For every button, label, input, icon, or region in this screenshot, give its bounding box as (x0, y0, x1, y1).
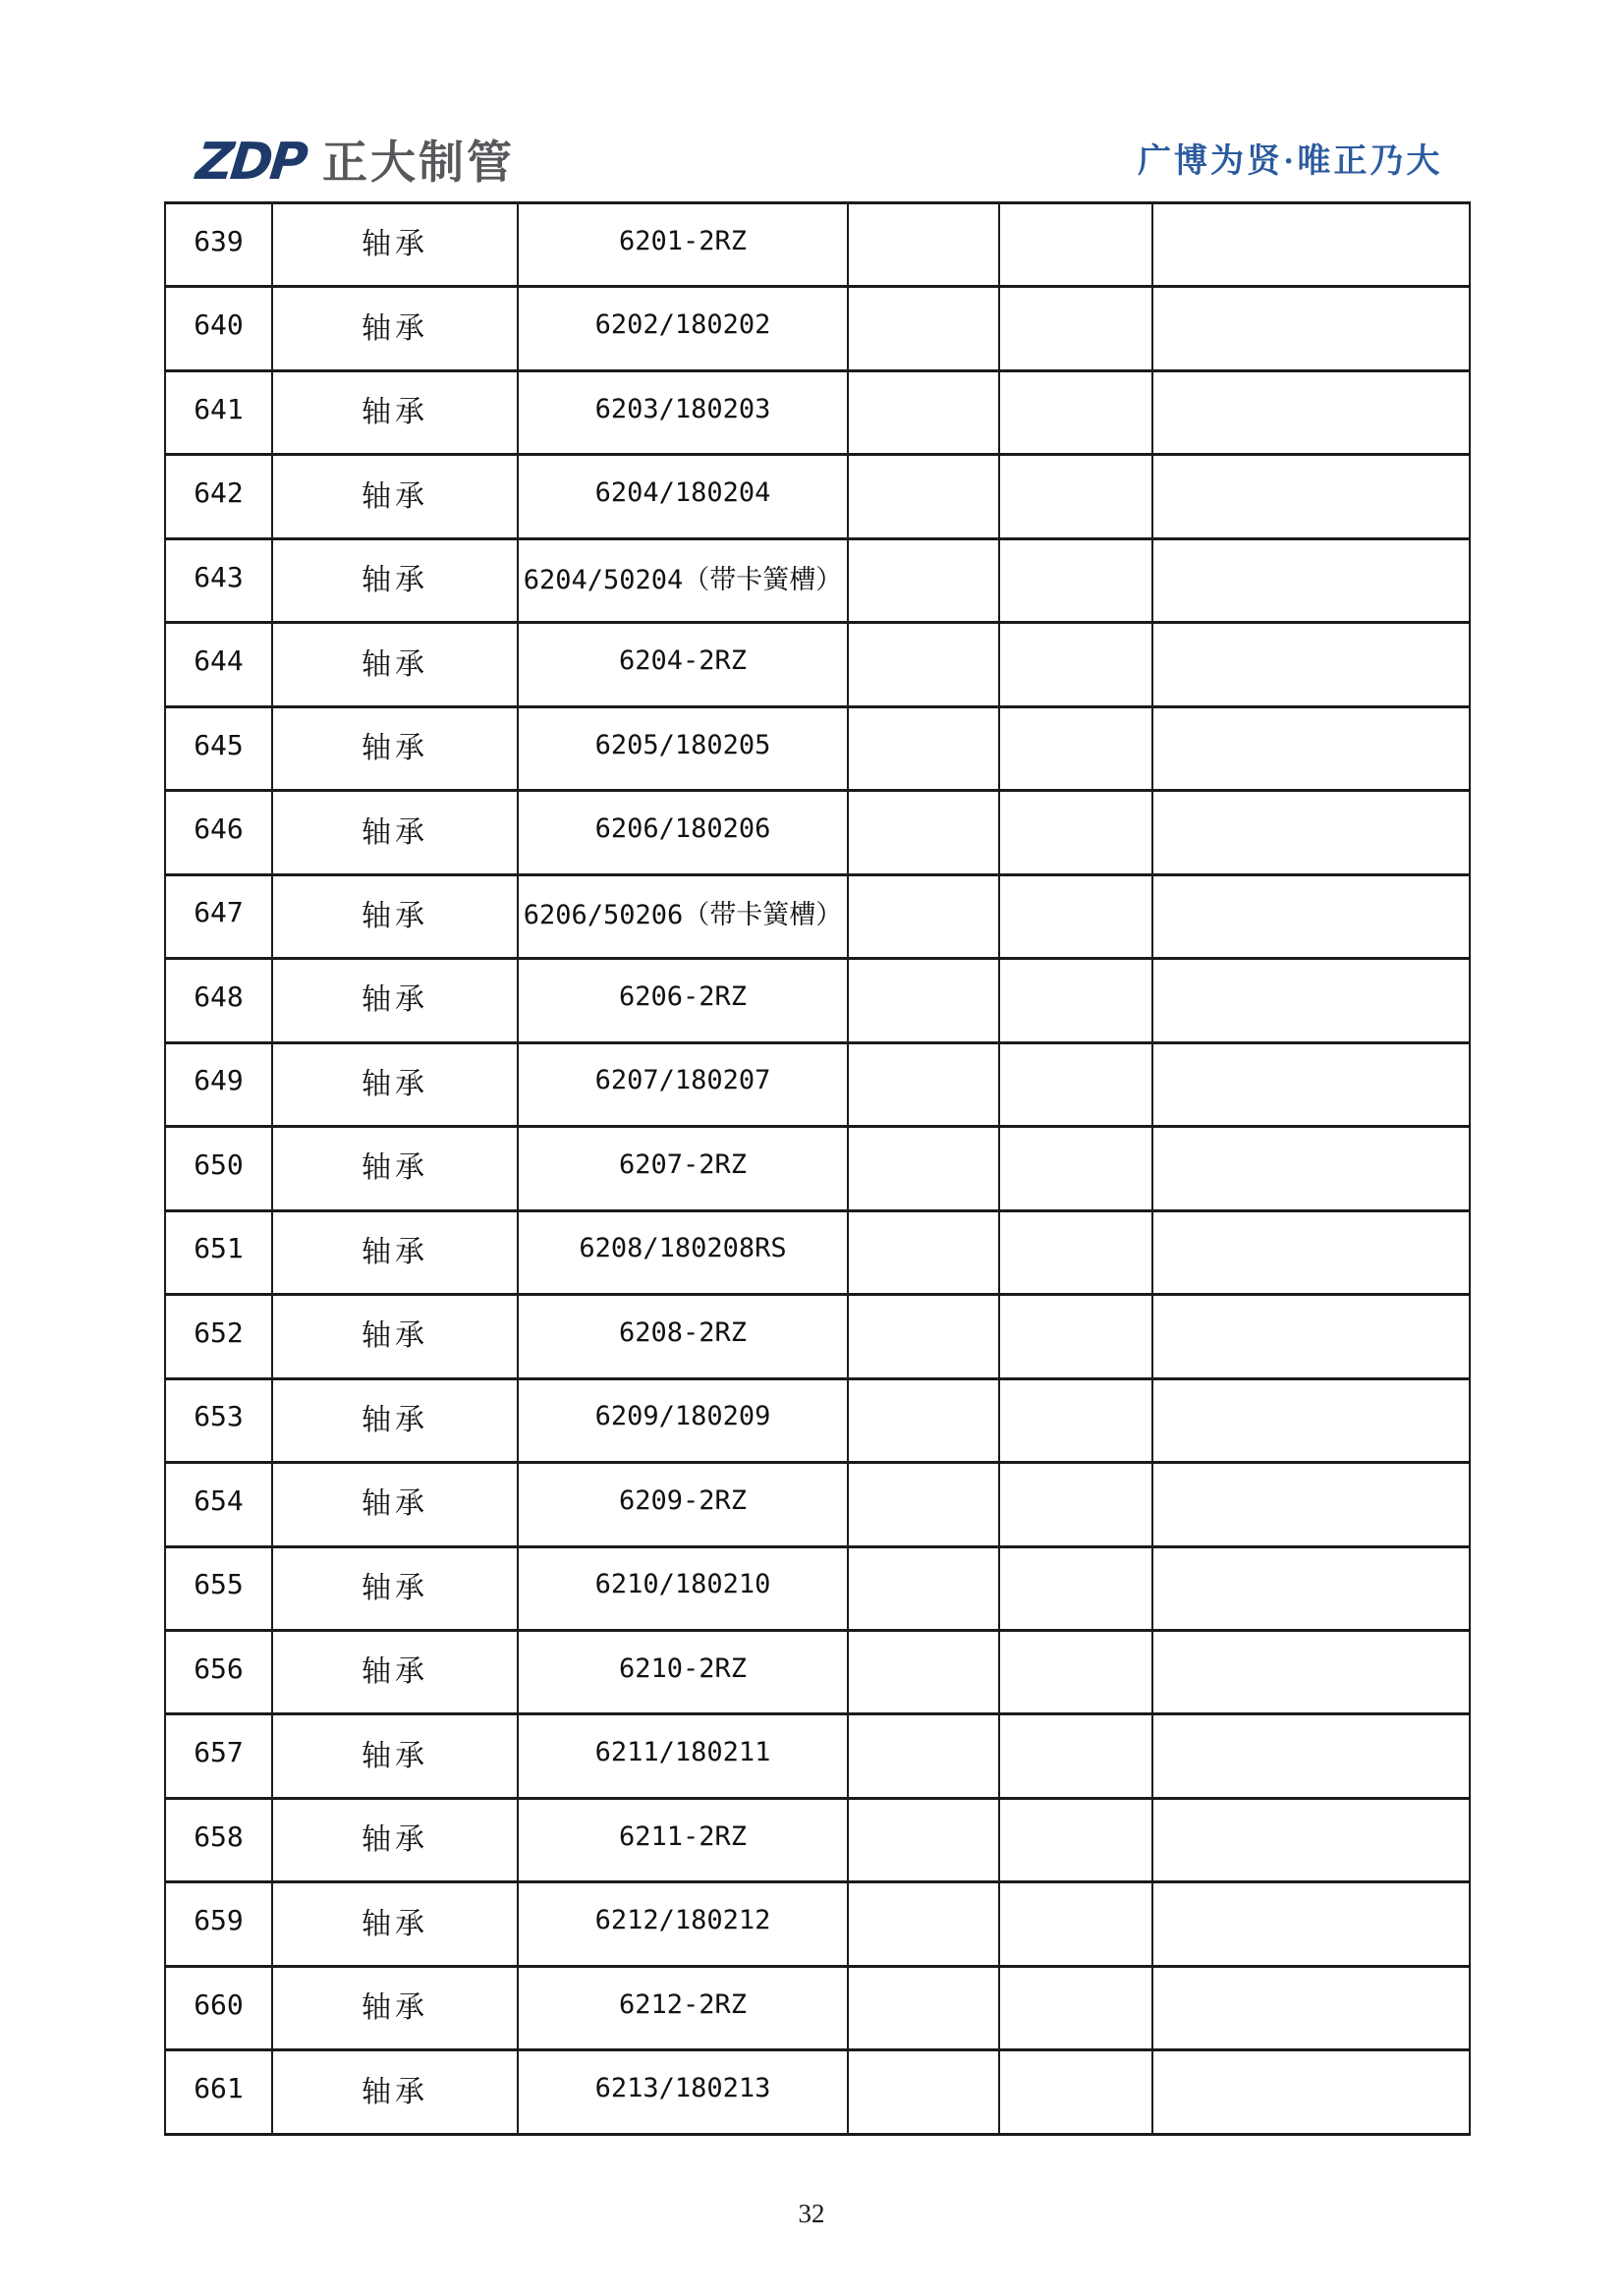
empty-cell (848, 1798, 999, 1881)
parts-table (164, 201, 1471, 2136)
row-number-cell: 654 (165, 1463, 272, 1546)
table-row (165, 623, 1470, 706)
row-number-cell: 646 (165, 791, 272, 874)
empty-cell (848, 455, 999, 538)
part-name-cell: 轴承 (272, 623, 518, 706)
empty-cell (1152, 2050, 1470, 2135)
table-row (165, 455, 1470, 538)
table-row (165, 1210, 1470, 1294)
table-row (165, 1463, 1470, 1546)
row-number-cell: 645 (165, 706, 272, 790)
empty-cell (1152, 455, 1470, 538)
empty-cell (848, 1630, 999, 1713)
row-number-cell: 661 (165, 2050, 272, 2135)
row-number-cell: 643 (165, 538, 272, 622)
empty-cell (1152, 1042, 1470, 1126)
empty-cell (999, 1378, 1152, 1462)
spec-cell: 6201-2RZ (518, 203, 848, 287)
row-number-cell: 653 (165, 1378, 272, 1462)
part-name-cell: 轴承 (272, 1630, 518, 1713)
table-row (165, 1378, 1470, 1462)
spec-cell: 6210/180210 (518, 1546, 848, 1630)
part-name-cell: 轴承 (272, 1546, 518, 1630)
empty-cell (1152, 1295, 1470, 1378)
empty-cell (1152, 1463, 1470, 1546)
spec-cell: 6204/50204（带卡簧槽） (518, 538, 848, 622)
empty-cell (999, 706, 1152, 790)
row-number-cell: 642 (165, 455, 272, 538)
row-number-cell: 641 (165, 370, 272, 454)
spec-cell: 6211-2RZ (518, 1798, 848, 1881)
row-number-cell: 657 (165, 1714, 272, 1798)
empty-cell (848, 1463, 999, 1546)
table-row (165, 287, 1470, 370)
empty-cell (1152, 1378, 1470, 1462)
spec-cell: 6213/180213 (518, 2050, 848, 2135)
page-number: 32 (798, 2199, 825, 2228)
empty-cell (848, 287, 999, 370)
empty-cell (1152, 1798, 1470, 1881)
empty-cell (848, 1210, 999, 1294)
part-name-cell: 轴承 (272, 1127, 518, 1210)
empty-cell (1152, 203, 1470, 287)
empty-cell (848, 370, 999, 454)
spec-cell: 6204/180204 (518, 455, 848, 538)
empty-cell (1152, 791, 1470, 874)
empty-cell (999, 203, 1152, 287)
empty-cell (999, 1882, 1152, 1966)
table-row (165, 959, 1470, 1042)
empty-cell (999, 370, 1152, 454)
spec-cell: 6206/180206 (518, 791, 848, 874)
part-name-cell: 轴承 (272, 1798, 518, 1881)
empty-cell (999, 1295, 1152, 1378)
spec-cell: 6207/180207 (518, 1042, 848, 1126)
part-name-cell: 轴承 (272, 1882, 518, 1966)
empty-cell (1152, 1546, 1470, 1630)
part-name-cell: 轴承 (272, 2050, 518, 2135)
row-number-cell: 640 (165, 287, 272, 370)
spec-cell: 6210-2RZ (518, 1630, 848, 1713)
empty-cell (848, 2050, 999, 2135)
empty-cell (1152, 1210, 1470, 1294)
empty-cell (999, 1546, 1152, 1630)
table-row (165, 1042, 1470, 1126)
empty-cell (1152, 1966, 1470, 2049)
empty-cell (999, 455, 1152, 538)
spec-cell: 6206-2RZ (518, 959, 848, 1042)
empty-cell (848, 1042, 999, 1126)
empty-cell (848, 874, 999, 958)
spec-cell: 6205/180205 (518, 706, 848, 790)
part-name-cell: 轴承 (272, 1966, 518, 2049)
empty-cell (999, 874, 1152, 958)
spec-cell: 6206/50206（带卡簧槽） (518, 874, 848, 958)
company-logo (193, 133, 515, 192)
empty-cell (848, 623, 999, 706)
part-name-cell: 轴承 (272, 959, 518, 1042)
part-name-cell: 轴承 (272, 455, 518, 538)
part-name-cell: 轴承 (272, 706, 518, 790)
table-row (165, 706, 1470, 790)
empty-cell (999, 1630, 1152, 1713)
empty-cell (1152, 1714, 1470, 1798)
empty-cell (848, 203, 999, 287)
empty-cell (1152, 1630, 1470, 1713)
row-number-cell: 655 (165, 1546, 272, 1630)
part-name-cell: 轴承 (272, 1042, 518, 1126)
part-name-cell: 轴承 (272, 1378, 518, 1462)
empty-cell (848, 1966, 999, 2049)
empty-cell (999, 2050, 1152, 2135)
table-row (165, 1127, 1470, 1210)
empty-cell (848, 1546, 999, 1630)
spec-cell: 6207-2RZ (518, 1127, 848, 1210)
empty-cell (848, 1882, 999, 1966)
part-name-cell: 轴承 (272, 287, 518, 370)
spec-cell: 6208/180208RS (518, 1210, 848, 1294)
empty-cell (999, 623, 1152, 706)
spec-cell: 6212-2RZ (518, 1966, 848, 2049)
empty-cell (848, 1295, 999, 1378)
empty-cell (999, 1966, 1152, 2049)
empty-cell (1152, 874, 1470, 958)
table-row (165, 1798, 1470, 1881)
spec-cell: 6202/180202 (518, 287, 848, 370)
empty-cell (1152, 538, 1470, 622)
table-row (165, 1714, 1470, 1798)
empty-cell (848, 1127, 999, 1210)
table-row (165, 2050, 1470, 2135)
part-name-cell: 轴承 (272, 370, 518, 454)
row-number-cell: 656 (165, 1630, 272, 1713)
row-number-cell: 660 (165, 1966, 272, 2049)
company-slogan: 广博为贤·唯正乃大 (1138, 143, 1443, 180)
row-number-cell: 651 (165, 1210, 272, 1294)
table-row (165, 1546, 1470, 1630)
empty-cell (848, 1378, 999, 1462)
row-number-cell: 644 (165, 623, 272, 706)
row-number-cell: 659 (165, 1882, 272, 1966)
empty-cell (1152, 959, 1470, 1042)
row-number-cell: 652 (165, 1295, 272, 1378)
part-name-cell: 轴承 (272, 791, 518, 874)
empty-cell (1152, 1882, 1470, 1966)
row-number-cell: 649 (165, 1042, 272, 1126)
part-name-cell: 轴承 (272, 1714, 518, 1798)
table-row (165, 791, 1470, 874)
empty-cell (848, 1714, 999, 1798)
empty-cell (999, 1127, 1152, 1210)
empty-cell (1152, 706, 1470, 790)
part-name-cell: 轴承 (272, 1295, 518, 1378)
empty-cell (999, 1714, 1152, 1798)
part-name-cell: 轴承 (272, 1463, 518, 1546)
empty-cell (1152, 1127, 1470, 1210)
empty-cell (999, 1798, 1152, 1881)
empty-cell (848, 791, 999, 874)
table-row (165, 370, 1470, 454)
table-row (165, 1630, 1470, 1713)
empty-cell (999, 1042, 1152, 1126)
empty-cell (999, 287, 1152, 370)
row-number-cell: 648 (165, 959, 272, 1042)
zdp-logo-icon: ZDP (193, 133, 308, 192)
empty-cell (999, 1463, 1152, 1546)
part-name-cell: 轴承 (272, 538, 518, 622)
company-name: 正大制管 (321, 136, 515, 189)
row-number-cell: 650 (165, 1127, 272, 1210)
empty-cell (1152, 370, 1470, 454)
spec-cell: 6203/180203 (518, 370, 848, 454)
spec-cell: 6209/180209 (518, 1378, 848, 1462)
part-name-cell: 轴承 (272, 203, 518, 287)
table-row (165, 538, 1470, 622)
empty-cell (999, 538, 1152, 622)
row-number-cell: 647 (165, 874, 272, 958)
spec-cell: 6209-2RZ (518, 1463, 848, 1546)
empty-cell (999, 959, 1152, 1042)
row-number-cell: 639 (165, 203, 272, 287)
empty-cell (848, 706, 999, 790)
table-body (165, 203, 1470, 2135)
table-row (165, 203, 1470, 287)
part-name-cell: 轴承 (272, 874, 518, 958)
empty-cell (848, 959, 999, 1042)
table-row (165, 1882, 1470, 1966)
spec-cell: 6212/180212 (518, 1882, 848, 1966)
empty-cell (999, 791, 1152, 874)
table-row (165, 1966, 1470, 2049)
empty-cell (999, 1210, 1152, 1294)
empty-cell (1152, 623, 1470, 706)
empty-cell (848, 538, 999, 622)
table-row (165, 1295, 1470, 1378)
spec-cell: 6204-2RZ (518, 623, 848, 706)
spec-cell: 6208-2RZ (518, 1295, 848, 1378)
table-row (165, 874, 1470, 958)
spec-cell: 6211/180211 (518, 1714, 848, 1798)
empty-cell (1152, 287, 1470, 370)
part-name-cell: 轴承 (272, 1210, 518, 1294)
row-number-cell: 658 (165, 1798, 272, 1881)
